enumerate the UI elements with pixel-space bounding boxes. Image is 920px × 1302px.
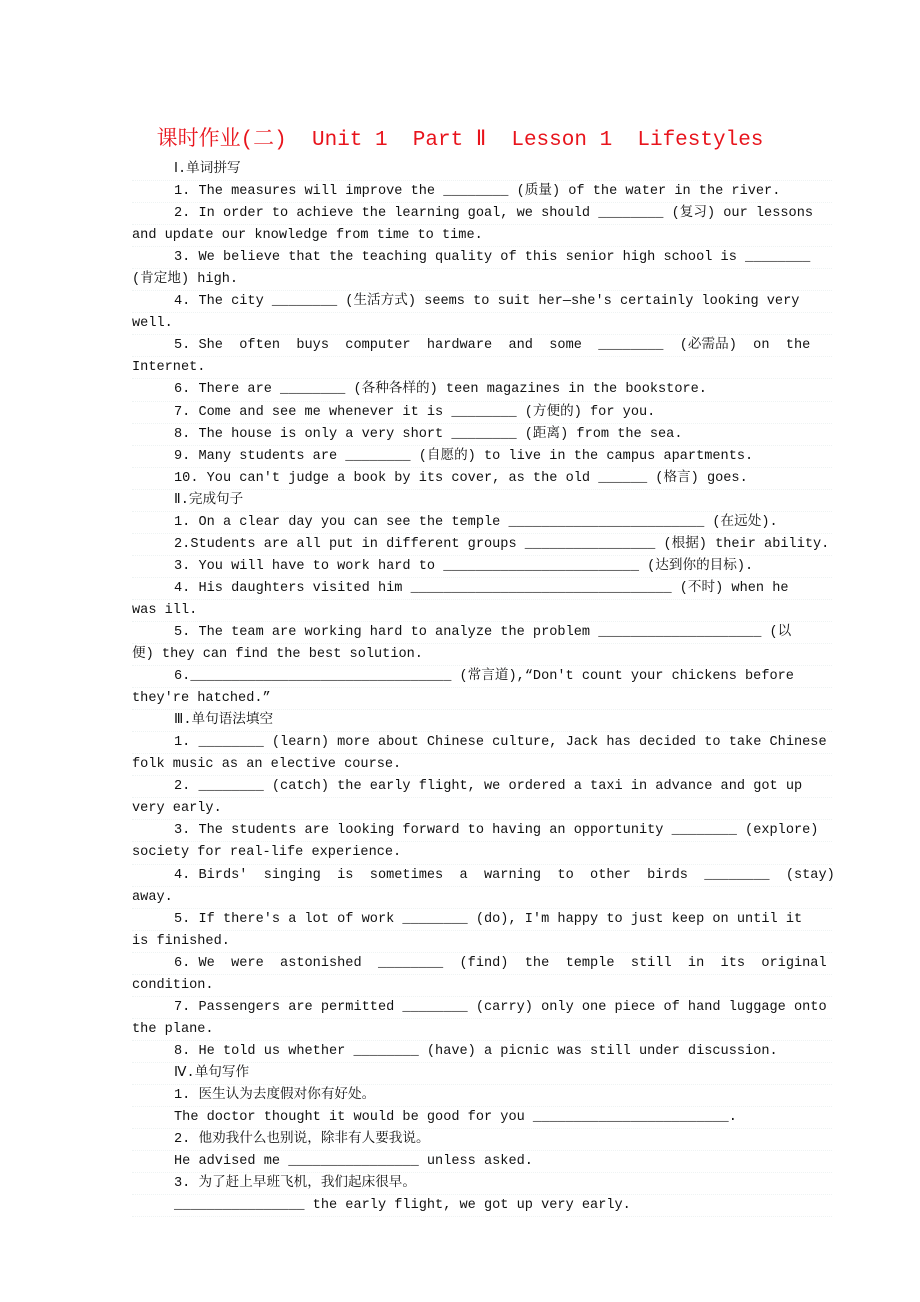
question-line: 便) they can find the best solution. — [132, 644, 832, 666]
question-line: is finished. — [132, 931, 832, 953]
question-line: was ill. — [132, 600, 832, 622]
question-line: 9. Many students are ________ (自愿的) to live in the campus apartments. — [132, 446, 832, 468]
question-line: 6.________________________________ (常言道),“Don't count your chickens before — [132, 666, 832, 688]
question-line: 1. ________ (learn) more about Chinese culture, Jack has decided to take Chinese — [132, 732, 832, 754]
question-item — [132, 534, 832, 556]
question-line: ________________ the early flight, we got up very early. — [132, 1195, 832, 1217]
question-item — [132, 424, 832, 446]
question-item — [132, 1173, 832, 1217]
exercise-section — [132, 1063, 832, 1217]
question-item — [132, 732, 832, 776]
question-item — [132, 512, 832, 534]
question-line: 3. We believe that the teaching quality of this senior high school is ________ — [132, 247, 832, 269]
question-line: 7. Come and see me whenever it is ________ (方便的) for you. — [132, 402, 832, 424]
question-line: 2.Students are all put in different groups ________________ (根据) their ability. — [132, 534, 832, 556]
question-item — [132, 578, 832, 622]
question-line: 2. In order to achieve the learning goal, we should ________ (复习) our lessons — [132, 203, 832, 225]
question-line: 4. His daughters visited him ________________________________ (不时) when he — [132, 578, 832, 600]
question-item — [132, 997, 832, 1041]
question-line: 1. On a clear day you can see the temple ________________________ (在远处). — [132, 512, 832, 534]
question-line: (肯定地) high. — [132, 269, 832, 291]
question-line: 6. There are ________ (各种各样的) teen magazines in the bookstore. — [132, 379, 832, 401]
question-item — [132, 776, 832, 820]
question-line: He advised me ________________ unless asked. — [132, 1151, 832, 1173]
question-line: 4. Birds' singing is sometimes a warning to other birds ________ (stay) — [132, 865, 832, 887]
question-line: and update our knowledge from time to time. — [132, 225, 832, 247]
question-item — [132, 402, 832, 424]
exercise-section — [132, 710, 835, 1063]
question-line: 3. The students are looking forward to having an opportunity ________ (explore) — [132, 820, 832, 842]
exercise-body — [132, 159, 835, 1217]
question-item — [132, 247, 832, 291]
question-line: 4. The city ________ (生活方式) seems to suit her—she's certainly looking very — [132, 291, 832, 313]
question-item — [132, 556, 832, 578]
question-item — [132, 953, 832, 997]
question-line: 8. The house is only a very short ________ (距离) from the sea. — [132, 424, 832, 446]
section-heading: Ⅳ.单句写作 — [132, 1063, 832, 1085]
question-item — [132, 335, 832, 379]
question-item — [132, 820, 832, 864]
question-line: 5. She often buys computer hardware and some ________ (必需品) on the — [132, 335, 832, 357]
question-line: 5. If there's a lot of work ________ (do), I'm happy to just keep on until it — [132, 909, 832, 931]
question-line: 7. Passengers are permitted ________ (carry) only one piece of hand luggage onto — [132, 997, 832, 1019]
question-line: well. — [132, 313, 832, 335]
question-line: very early. — [132, 798, 832, 820]
question-line: 10. You can't judge a book by its cover, as the old ______ (格言) goes. — [132, 468, 832, 490]
section-heading: Ⅲ.单句语法填空 — [132, 710, 832, 732]
question-line: they're hatched.” — [132, 688, 832, 710]
question-line: condition. — [132, 975, 832, 997]
question-item — [132, 1085, 832, 1129]
question-item — [132, 468, 832, 490]
question-line: folk music as an elective course. — [132, 754, 832, 776]
question-line: 3. 为了赶上早班飞机，我们起床很早。 — [132, 1173, 832, 1195]
question-line: 2. 他劝我什么也别说，除非有人要我说。 — [132, 1129, 832, 1151]
question-line: society for real-life experience. — [132, 842, 832, 864]
question-line: 5. The team are working hard to analyze the problem ____________________ (以 — [132, 622, 832, 644]
question-line: 6. We were astonished ________ (find) the temple still in its original — [132, 953, 832, 975]
question-item — [132, 291, 832, 335]
page-title: 课时作业(二) Unit 1 Part Ⅱ Lesson 1 Lifestyles — [156, 129, 764, 152]
exercise-section — [132, 159, 832, 490]
question-item — [132, 203, 832, 247]
question-item — [132, 909, 832, 953]
question-line: 1. The measures will improve the ________ (质量) of the water in the river. — [132, 181, 832, 203]
question-item — [132, 1041, 832, 1063]
question-line: 8. He told us whether ________ (have) a picnic was still under discussion. — [132, 1041, 832, 1063]
question-item — [132, 181, 832, 203]
question-item — [132, 379, 832, 401]
exercise-section — [132, 490, 832, 710]
section-heading: Ⅰ.单词拼写 — [132, 159, 832, 181]
question-item — [132, 622, 832, 666]
question-item — [132, 446, 832, 468]
question-line: the plane. — [132, 1019, 832, 1041]
question-item — [132, 1129, 832, 1173]
question-item — [132, 666, 832, 710]
question-line: Internet. — [132, 357, 832, 379]
question-line: 2. ________ (catch) the early flight, we ordered a taxi in advance and got up — [132, 776, 832, 798]
question-line: away. — [132, 887, 832, 909]
question-line: 3. You will have to work hard to ________________________ (达到你的目标). — [132, 556, 832, 578]
question-line: 1. 医生认为去度假对你有好处。 — [132, 1085, 832, 1107]
question-item — [132, 865, 835, 909]
question-line: The doctor thought it would be good for you ________________________. — [132, 1107, 832, 1129]
section-heading: Ⅱ.完成句子 — [132, 490, 832, 512]
